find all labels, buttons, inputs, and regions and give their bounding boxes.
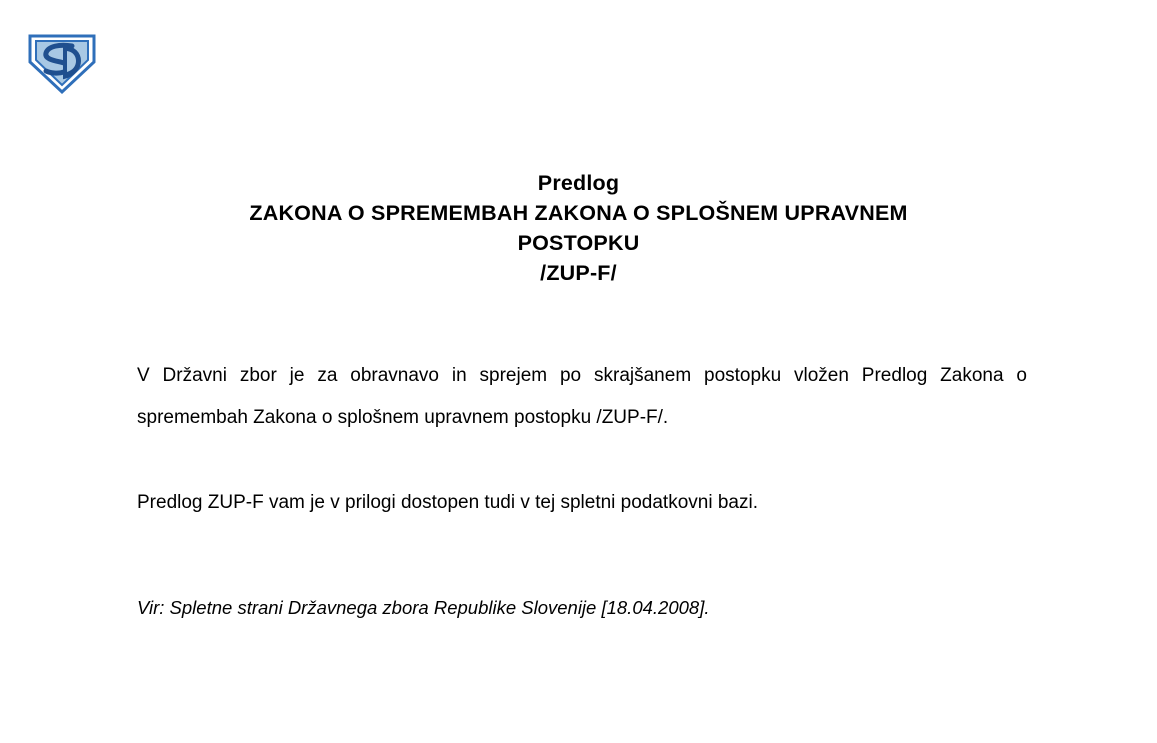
body-paragraph-2: Predlog ZUP-F vam je v prilogi dostopen tudi v tej spletni podatkovni bazi. <box>137 492 758 513</box>
title-line-1: Predlog <box>537 171 620 195</box>
source-note: Vir: Spletne strani Državnega zbora Republike Slovenije [18.04.2008]. <box>137 597 710 618</box>
body-paragraph-1: V Državni zbor je za obravnavo in sprejem po skrajšanem postopku vložen Predlog Zakona o spremembah Zakona o splošnem upravnem postopku /ZUP-F/. <box>137 365 1027 428</box>
title-line-3: POSTOPKU <box>517 231 640 255</box>
sd-shield-logo-icon <box>20 28 104 98</box>
title-line-2: ZAKONA O SPREMEMBAH ZAKONA O SPLOŠNEM UPRAVNEM <box>249 201 908 225</box>
source-spacer <box>137 517 1027 597</box>
paragraph-spacer <box>137 439 1027 489</box>
title-line-4: /ZUP-F/ <box>540 261 617 285</box>
page-title <box>120 168 1037 288</box>
document-body <box>137 355 1027 619</box>
